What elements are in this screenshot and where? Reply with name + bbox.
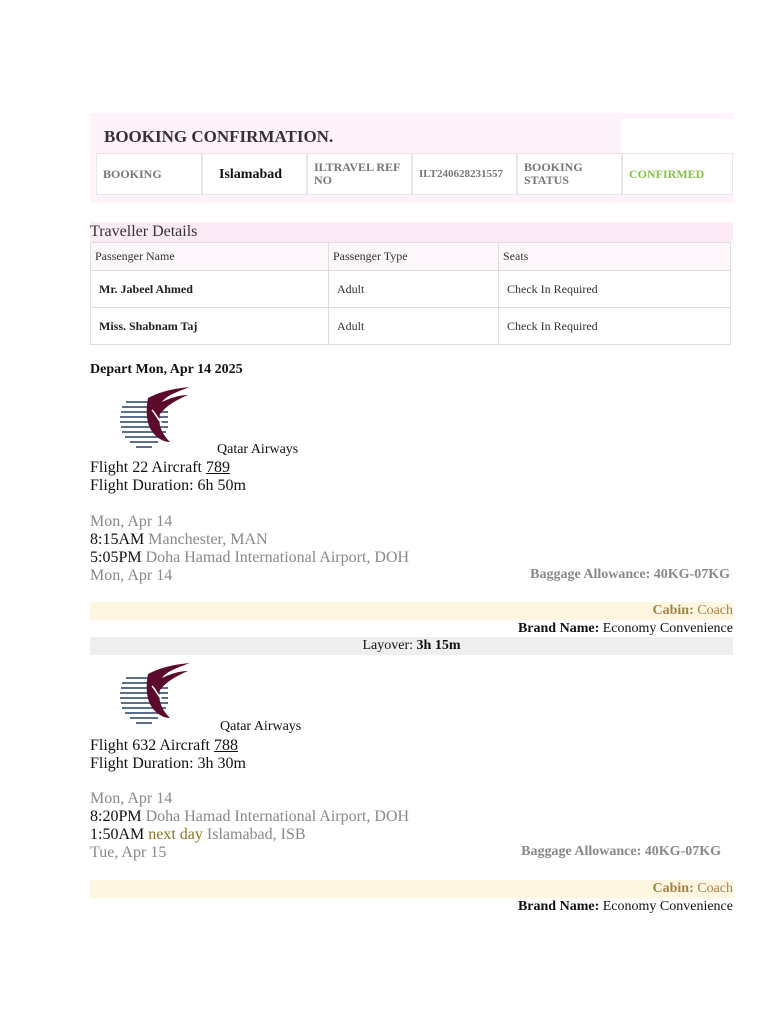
cabin-value: Coach <box>697 881 733 896</box>
passenger-seats: Check In Required <box>499 271 731 308</box>
layover-label: Layover: <box>362 638 414 653</box>
cabin-label: Cabin: <box>652 881 694 896</box>
arrival-time: 5:05PM <box>90 549 142 566</box>
brand-value: Economy Convenience <box>602 899 733 914</box>
flight-prefix: Flight 22 Aircraft <box>90 459 202 476</box>
ref-value: ILT240628231557 <box>412 153 517 195</box>
departure-date: Mon, Apr 14 <box>90 513 173 530</box>
arrival-place: Doha Hamad International Airport, DOH <box>145 549 410 566</box>
departure-date: Mon, Apr 14 <box>90 790 173 807</box>
traveller-heading: Traveller Details <box>90 222 733 242</box>
flight-number-line <box>90 737 238 755</box>
departure-place: Manchester, MAN <box>148 531 268 548</box>
cabin-label: Cabin: <box>652 603 694 618</box>
column-header: Passenger Name <box>91 243 329 271</box>
booking-title: BOOKING CONFIRMATION. <box>104 127 334 146</box>
booking-label: BOOKING <box>96 153 202 195</box>
table-row <box>91 308 731 345</box>
brand-label: Brand Name: <box>517 621 600 636</box>
departure-time: 8:15AM <box>90 531 145 548</box>
departure-place: Doha Hamad International Airport, DOH <box>145 808 410 825</box>
baggage-allowance: Baggage Allowance: 40KG-07KG <box>530 567 730 582</box>
brand-name <box>90 898 733 916</box>
booking-value: Islamabad <box>202 153 307 195</box>
layover-bar <box>90 637 733 655</box>
arrival-time: 1:50AM <box>90 826 145 843</box>
flight-duration: Flight Duration: 3h 30m <box>90 755 246 772</box>
brand-value: Economy Convenience <box>602 621 733 636</box>
title-spacer <box>621 119 733 153</box>
baggage-allowance: Baggage Allowance: 40KG-07KG <box>521 844 721 859</box>
column-header: Passenger Type <box>329 243 499 271</box>
passenger-seats: Check In Required <box>499 308 731 345</box>
passenger-table <box>90 242 731 345</box>
cabin-class <box>90 602 733 620</box>
arrival-place: Islamabad, ISB <box>206 826 306 843</box>
traveller-details <box>90 222 733 345</box>
flight-duration: Flight Duration: 6h 50m <box>90 477 246 494</box>
departure-time: 8:20PM <box>90 808 142 825</box>
passenger-type: Adult <box>329 271 499 308</box>
booking-confirmation <box>90 113 733 203</box>
arrival-line <box>90 549 409 567</box>
table-row <box>91 271 731 308</box>
aircraft-link[interactable]: 789 <box>205 459 230 476</box>
arrival-date: Mon, Apr 14 <box>90 567 173 584</box>
departure-line <box>90 531 268 549</box>
passenger-name: Mr. Jabeel Ahmed <box>91 271 329 308</box>
table-header-row <box>91 243 731 271</box>
arrival-date: Tue, Apr 15 <box>90 844 167 861</box>
passenger-name: Miss. Shabnam Taj <box>91 308 329 345</box>
airline-name: Qatar Airways <box>217 442 299 457</box>
cabin-class <box>90 880 733 898</box>
next-day-label: next day <box>148 826 203 843</box>
status-value: CONFIRMED <box>622 153 733 195</box>
flight-prefix: Flight 632 Aircraft <box>90 737 210 754</box>
status-label: BOOKING STATUS <box>517 153 622 195</box>
passenger-type: Adult <box>329 308 499 345</box>
depart-heading: Depart Mon, Apr 14 2025 <box>90 362 243 377</box>
qatar-airways-logo-icon <box>118 662 198 728</box>
booking-bottom-band <box>90 195 733 203</box>
brand-name <box>90 620 733 638</box>
booking-title-bar <box>90 113 733 153</box>
arrival-line <box>90 826 306 844</box>
column-header: Seats <box>499 243 731 271</box>
airline-name: Qatar Airways <box>220 719 302 734</box>
departure-line <box>90 808 409 826</box>
qatar-airways-logo-icon <box>118 386 198 452</box>
brand-label: Brand Name: <box>517 899 600 914</box>
layover-value: 3h 15m <box>416 638 461 653</box>
booking-info-row <box>90 153 733 195</box>
aircraft-link[interactable]: 788 <box>213 737 238 754</box>
ref-label: ILTRAVEL REF NO <box>307 153 412 195</box>
cabin-value: Coach <box>697 603 733 618</box>
flight-number-line <box>90 459 230 477</box>
